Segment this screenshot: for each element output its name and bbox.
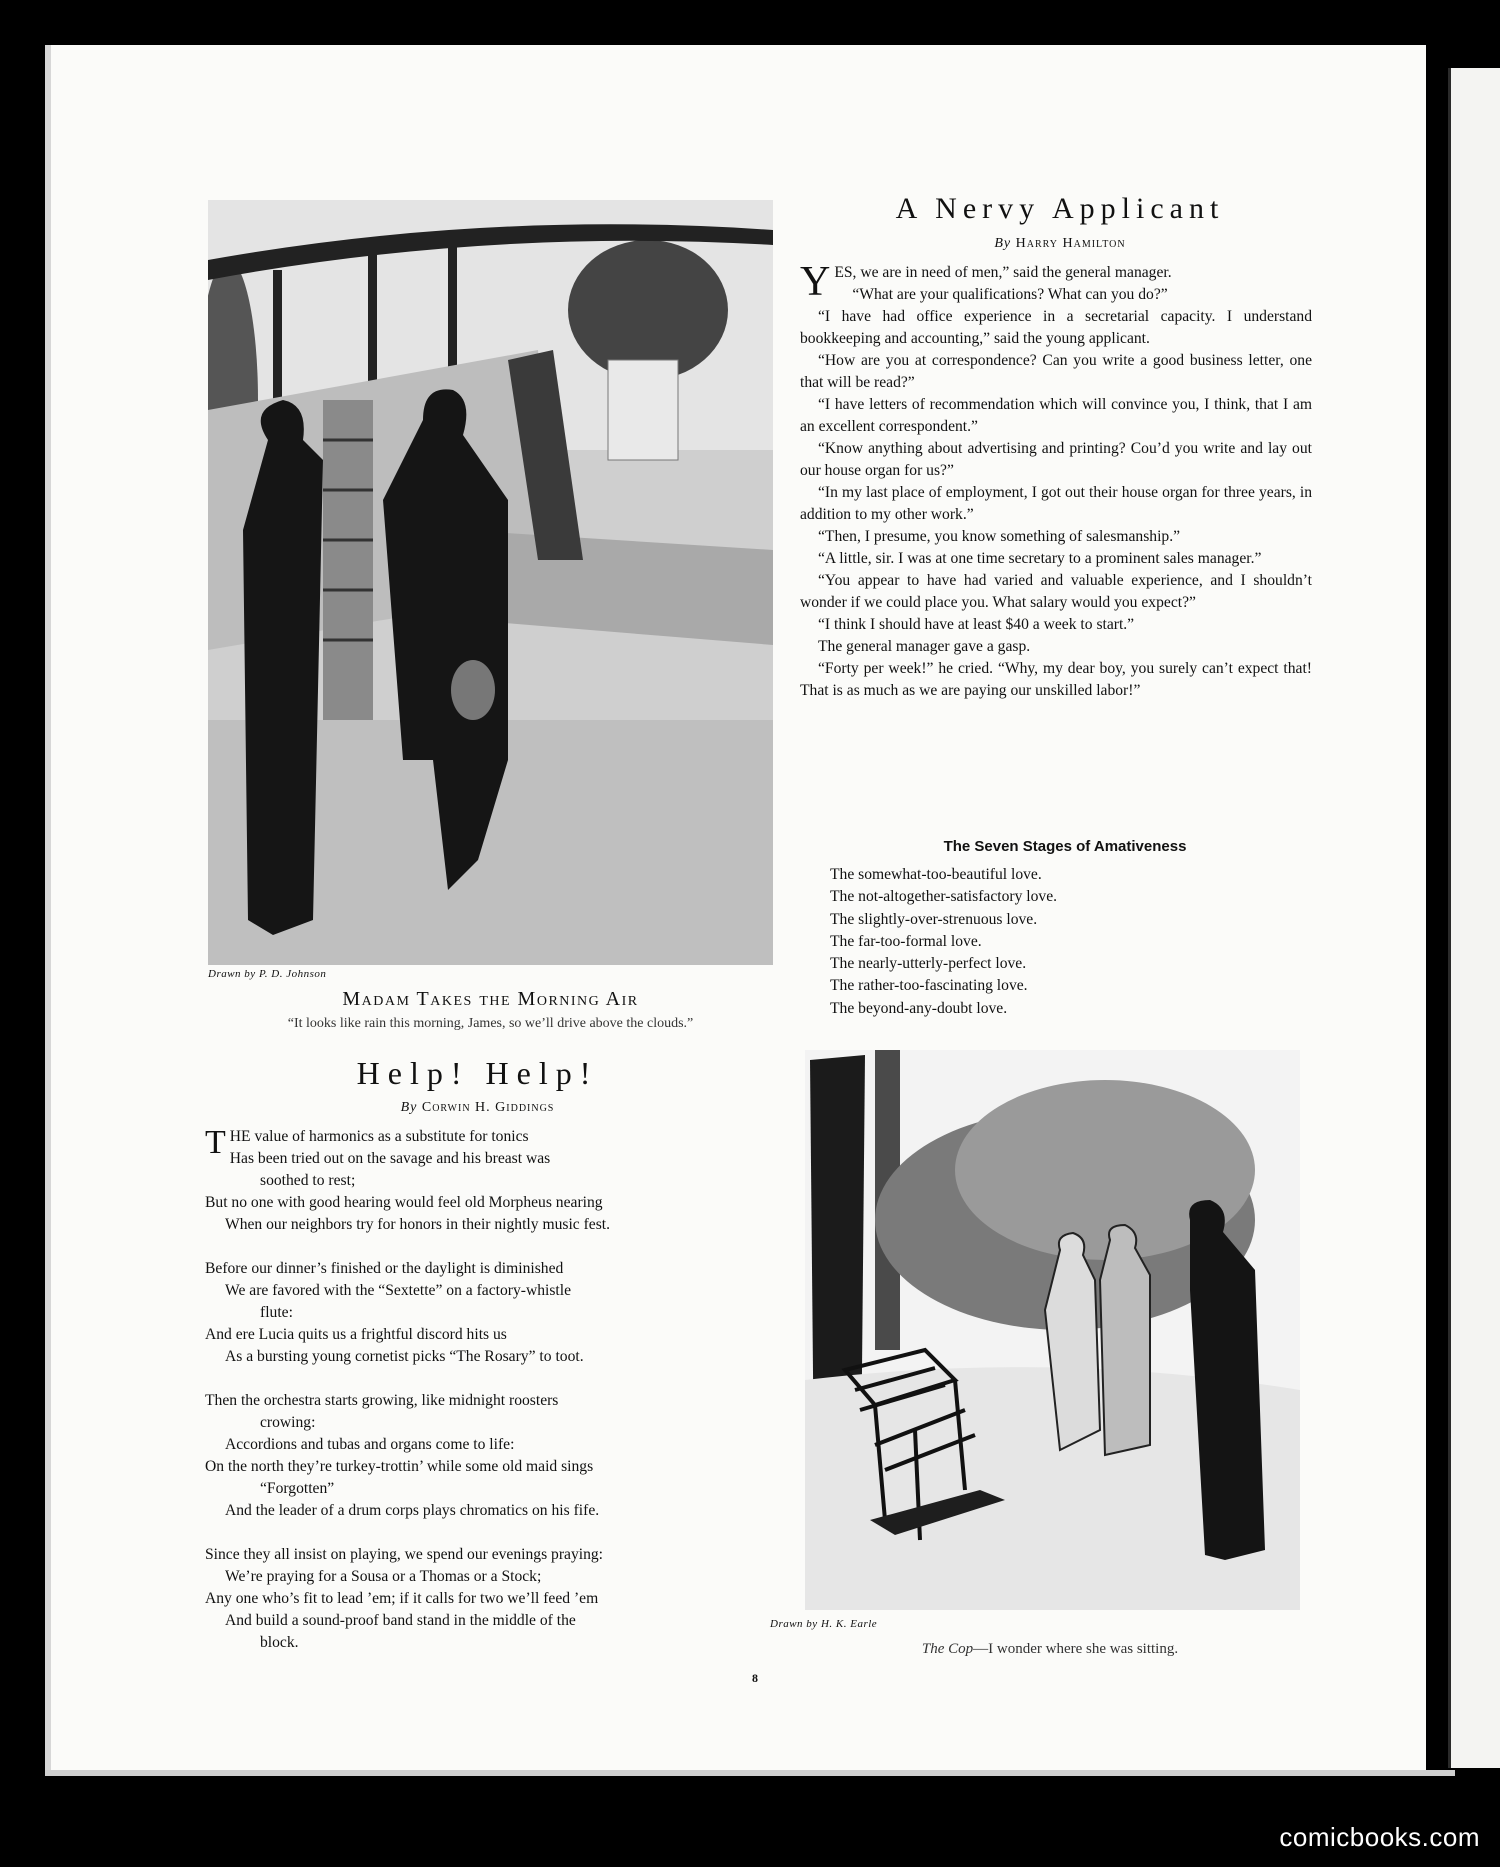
seven-stages-line: The nearly-utterly-perfect love. <box>830 955 1027 973</box>
nervy-applicant-author: Harry Hamilton <box>1015 236 1126 251</box>
poem-line <box>205 1148 745 1170</box>
poem-line-text: And ere Lucia quits us a frightful discord hits us <box>205 1326 507 1343</box>
airplane-scene-image <box>208 200 773 965</box>
poem-line <box>205 1302 745 1324</box>
poem-line-text: Any one who’s fit to lead ’em; if it calls for two we’ll feed ’em <box>205 1590 599 1607</box>
poem-line-text: Before our dinner’s finished or the daylight is diminished <box>205 1260 564 1277</box>
caption-speaker: The Cop <box>921 1641 974 1657</box>
poem-line <box>205 1544 745 1566</box>
poem-line <box>205 1170 745 1192</box>
poem-line-text: HE value of harmonics as a substitute for tonics <box>229 1128 529 1145</box>
poem-line <box>205 1412 745 1434</box>
poem-line <box>205 1588 745 1610</box>
poem-line <box>205 1610 745 1632</box>
help-help-poem <box>205 1126 745 1676</box>
page-number: 8 <box>752 1671 758 1685</box>
poem-stanza <box>205 1390 745 1522</box>
caption-text: —I wonder where she was sitting. <box>973 1641 1179 1657</box>
poem-stanza <box>205 1544 745 1654</box>
nervy-paragraph: “I have letters of recommendation which will convince you, I think, that I am an excellent correspondent.” <box>800 396 1312 435</box>
poem-line-text: Has been tried out on the savage and his breast was <box>229 1150 551 1167</box>
poem-line <box>205 1478 745 1500</box>
poem-line <box>205 1390 745 1412</box>
poem-line-text: “Forgotten” <box>260 1480 335 1497</box>
seven-stages-title: The Seven Stages of Amativeness <box>943 838 1187 855</box>
poem-line <box>205 1214 745 1236</box>
poem-stanza <box>205 1126 745 1236</box>
nervy-paragraph: “What are your qualifications? What can you do?” <box>852 286 1168 303</box>
nervy-paragraph: The general manager gave a gasp. <box>818 638 1031 655</box>
poem-line-text: soothed to rest; <box>260 1172 356 1189</box>
poem-line-text: flute: <box>260 1304 293 1321</box>
nervy-paragraph: “You appear to have had varied and valuable experience, and I shouldn’t wonder if we could place you. What salary would you expect?” <box>800 572 1312 611</box>
right-illustration-caption <box>800 1641 1300 1658</box>
help-help-title: Help! Help! <box>356 1055 599 1091</box>
nervy-paragraph: “Know anything about advertising and printing? Cou’d you write and lay out our house organ for us?” <box>800 440 1312 479</box>
poem-line-text: When our neighbors try for honors in their nightly music fest. <box>225 1216 611 1233</box>
seven-stages-line: The not-altogether-satisfactory love. <box>830 888 1058 906</box>
left-illustration-caption: “It looks like rain this morning, James, so we’ll drive above the clouds.” <box>287 1016 694 1031</box>
nervy-paragraph: “In my last place of employment, I got out their house organ for three years, in addition to my other work.” <box>800 484 1312 523</box>
poem-stanza <box>205 1258 745 1368</box>
poem-line <box>205 1632 745 1654</box>
seven-stages-line: The beyond-any-doubt love. <box>830 999 1008 1017</box>
airplane-illustration <box>208 200 773 965</box>
nervy-paragraph: “I think I should have at least $40 a week to start.” <box>818 616 1135 633</box>
nervy-dropcap: Y <box>800 259 831 305</box>
poem-line-text: We’re praying for a Sousa or a Thomas or a Stock; <box>225 1568 542 1585</box>
left-illustration-credit: Drawn by P. D. Johnson <box>208 968 327 980</box>
help-help-byline <box>205 1100 750 1116</box>
poem-line <box>205 1324 745 1346</box>
poem-line-text: And build a sound-proof band stand in the middle of the <box>225 1612 576 1629</box>
poem-line-text: We are favored with the “Sextette” on a factory-whistle <box>225 1282 571 1299</box>
nervy-applicant-title: A Nervy Applicant <box>895 192 1225 225</box>
poem-line <box>205 1434 745 1456</box>
nervy-paragraph: “A little, sir. I was at one time secretary to a prominent sales manager.” <box>818 550 1262 567</box>
poem-line <box>205 1566 745 1588</box>
seven-stages-line: The rather-too-fascinating love. <box>830 977 1028 995</box>
seven-stages-list <box>830 864 1300 1020</box>
park-illustration <box>805 1050 1300 1610</box>
seven-stages-line: The slightly-over-strenuous love. <box>830 910 1038 928</box>
seven-stages-line: The far-too-formal love. <box>830 932 982 950</box>
poem-line <box>205 1258 745 1280</box>
left-illustration-title: Madam Takes the Morning Air <box>342 988 639 1010</box>
byline-prefix: By <box>994 236 1012 251</box>
poem-line-text: Accordions and tubas and organs come to life: <box>225 1436 515 1453</box>
nervy-paragraph: ES, we are in need of men,” said the general manager. <box>834 264 1172 281</box>
poem-line <box>205 1456 745 1478</box>
nervy-paragraph: “How are you at correspondence? Can you write a good business letter, one that will be read?” <box>800 352 1312 391</box>
seven-stages-line: The somewhat-too-beautiful love. <box>830 866 1042 883</box>
poem-line-text: Then the orchestra starts growing, like midnight roosters <box>205 1392 559 1409</box>
byline-prefix: By <box>400 1100 418 1115</box>
nervy-applicant-body <box>800 259 1312 702</box>
poem-line <box>205 1500 745 1522</box>
page-edge <box>45 1770 1455 1776</box>
park-scene-image <box>805 1050 1300 1610</box>
nervy-paragraph: “Forty per week!” he cried. “Why, my dear boy, you surely can’t expect that! That is as much as we are paying our unskilled labor!” <box>800 660 1312 699</box>
poem-line-text: And the leader of a drum corps plays chromatics on his fife. <box>225 1502 600 1519</box>
poem-line-text: But no one with good hearing would feel old Morpheus nearing <box>205 1194 603 1211</box>
poem-line-text: Since they all insist on playing, we spend our evenings praying: <box>205 1546 604 1563</box>
help-help-author: Corwin H. Giddings <box>421 1100 555 1115</box>
nervy-paragraph: “I have had office experience in a secretarial capacity. I understand bookkeeping and accounting,” said the young applicant. <box>800 308 1312 347</box>
poem-line-text: crowing: <box>260 1414 316 1431</box>
nervy-applicant-byline <box>800 236 1320 252</box>
poem-line <box>205 1280 745 1302</box>
poem-line <box>205 1346 745 1368</box>
poem-line <box>205 1192 745 1214</box>
watermark: comicbooks.com <box>1279 1822 1480 1852</box>
poem-line-text: On the north they’re turkey-trottin’ while some old maid sings <box>205 1458 594 1475</box>
poem-line-text: As a bursting young cornetist picks “The Rosary” to toot. <box>225 1348 584 1365</box>
poem-line-text: block. <box>260 1634 299 1651</box>
facing-page-edge <box>1448 68 1500 1768</box>
poem-dropcap: T <box>205 1124 226 1161</box>
right-illustration-credit: Drawn by H. K. Earle <box>770 1618 878 1630</box>
nervy-paragraph: “Then, I presume, you know something of salesmanship.” <box>818 528 1181 545</box>
